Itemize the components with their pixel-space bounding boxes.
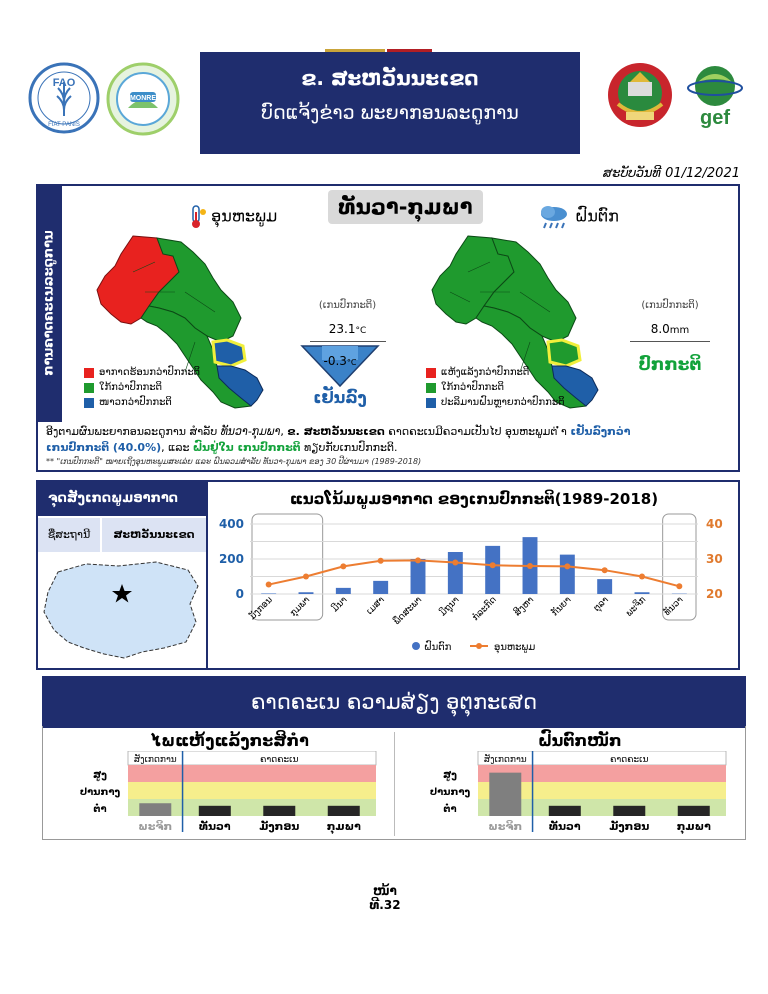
legend-swatch: [84, 383, 94, 393]
rain-bar: [373, 581, 388, 594]
rain-bar: [560, 555, 575, 594]
station-heading: ຈຸດສັງເກດພູມອາກາດ: [38, 482, 206, 516]
legend-item: [426, 381, 565, 396]
climate-normal-chart: [210, 484, 738, 668]
y-left-tick: 200: [218, 552, 244, 566]
risk-level-bar: [489, 773, 521, 816]
risk-level-label: ຕ່ຳ: [443, 804, 457, 815]
temperature-line: [269, 560, 680, 586]
temperature-point: [639, 574, 645, 580]
legend-swatch: [84, 398, 94, 408]
legend-swatch: [84, 368, 94, 378]
station-location-map: [38, 556, 206, 668]
x-tick-label: ພຶດສະພາ: [392, 595, 425, 628]
risk-title: ຄາດຄະເນ ຄວາມສ່ຽງ ອຸຕຸກະເສດ: [42, 676, 746, 728]
temperature-point: [564, 563, 570, 569]
temperature-legend: [84, 366, 200, 411]
y-right-tick: 20: [706, 587, 723, 601]
forecast-label: ຄາດຄະເນ: [260, 755, 299, 765]
x-tick-label: ມິຖຸນາ: [438, 595, 462, 619]
risk-level-band: [128, 765, 376, 782]
forecast-period: ທັນວາ-ກຸມພາ: [328, 190, 483, 224]
x-tick-label: ກັນຍາ: [550, 595, 574, 619]
legend-label: ໃກ້ກວ່າປົກກະຕິ: [441, 382, 504, 393]
temperature-point: [527, 563, 533, 569]
rain-bar: [635, 592, 650, 594]
issue-date: ສະບັບວັນທີ 01/12/2021: [603, 166, 740, 181]
risk-level-bar: [199, 806, 231, 816]
risk-month-label: ກຸມພາ: [326, 820, 361, 833]
risk-level-label: ປານກາງ: [429, 787, 471, 798]
forecast-label: ຄາດຄະເນ: [610, 755, 649, 765]
risk-level-bar: [139, 803, 171, 816]
legend-swatch: [426, 368, 436, 378]
heavy-rain-risk-title: ຝົນຕົກໜັກ: [538, 731, 622, 750]
x-tick-label: ຕຸລາ: [592, 595, 611, 614]
risk-level-band: [128, 782, 376, 799]
x-tick-label: ມັງກອນ: [247, 595, 275, 623]
y-left-tick: 400: [218, 517, 244, 531]
risk-level-bar: [263, 806, 295, 816]
legend-bar-label: ຝົນຕົກ: [424, 642, 452, 653]
drought-risk-title: ໄພແຫ້ງແລ້ງກະສິກຳ: [151, 731, 309, 750]
legend-label: ປະລິມານຝົນຫຼາຍກວ່າປົກກະຕິ: [441, 397, 565, 408]
x-tick-label: ກໍລະກົດ: [470, 595, 499, 624]
temperature-heading: [188, 204, 277, 230]
temperature-point: [415, 557, 421, 563]
temperature-point: [340, 563, 346, 569]
rain-cloud-icon: [538, 204, 570, 230]
temperature-point: [378, 558, 384, 564]
risk-level-label: ສູງ: [443, 770, 457, 781]
observed-label: ສັງເກດການ: [483, 755, 527, 765]
rainfall-heading: [538, 204, 619, 230]
bulletin-title: ບົດແຈ້ງຂ່າວ ພະຍາກອນລະດູການ: [261, 102, 519, 124]
svg-text:FAO: FAO: [52, 77, 76, 89]
station-divider: [206, 482, 208, 670]
monre-logo: [106, 62, 180, 136]
x-tick-label: ພະຈິກ: [624, 595, 649, 619]
x-tick-label: ທັນວາ: [662, 595, 686, 618]
lao-emblem-logo: [600, 60, 680, 130]
risk-level-label: ປານກາງ: [79, 787, 121, 798]
temperature-point: [303, 574, 309, 580]
svg-text:-0.3°C: -0.3°C: [323, 354, 357, 368]
risk-month-label: ມັງກອນ: [609, 820, 650, 833]
y-left-tick: 0: [235, 587, 244, 601]
risk-level-bar: [678, 806, 710, 816]
station-name-label: ຊື່ສະຖານີ: [38, 518, 100, 552]
x-tick-label: ມີນາ: [330, 595, 350, 615]
temperature-point: [266, 582, 272, 588]
forecast-footnote: ** "ເກນປົກກະຕິ" ໝາຍເຖິງອຸນຫະພູມສະເລ່ຍ ແລະ ຝົນລວມສຳລັບ ທັນວາ-ກຸມພາ ຂອງ 30 ປີຜ່ານມາ (1989-2018): [46, 457, 422, 466]
legend-item: [426, 396, 565, 411]
legend-swatch: [426, 398, 436, 408]
risk-month-label: ກຸມພາ: [676, 820, 711, 833]
temperature-normal-label: (ເກນປົກກະຕິ): [318, 300, 377, 311]
legend-line-dot: [476, 643, 482, 649]
forecast-side-bar: [36, 184, 62, 422]
legend-label: ໜາວກວ່າປົກກະຕິ: [99, 397, 172, 408]
station-name: ສະຫວັນນະເຂດ: [102, 518, 206, 552]
risk-month-label: ພະຈິກ: [138, 820, 173, 833]
legend-item: [84, 366, 200, 381]
legend-item: [84, 396, 200, 411]
forecast-summary-line1: ອີງຕາມຜົນພະຍາກອນລະດູການ ສຳລັບ ທັນວາ-ກຸມພາ, ຂ. ສະຫວັນນະເຂດ ຄາດຄະເນມີຄວາມເປັນໄປ ອຸນຫະພູມຕ່ ່ຳ ເຢັນລົງກວ່າ: [46, 425, 631, 438]
province-title: ຂ. ສະຫວັນນະເຂດ: [301, 66, 479, 90]
legend-label: ໃກ້ກວ່າປົກກະຕິ: [99, 382, 162, 393]
y-right-tick: 30: [706, 552, 723, 566]
legend-line-label: ອຸນຫະພູມ: [494, 642, 536, 653]
forecast-side-label: ການຄາດຄະເນລະດູການ: [41, 230, 57, 376]
fao-logo: [28, 62, 100, 134]
temperature-point: [602, 567, 608, 573]
heavy-rain-risk-chart: [400, 751, 730, 837]
chart-title: ແນວໂນ້ມພູມອາກາດ ຂອງເກນປົກກະຕິ(1989-2018): [289, 490, 659, 508]
rainfall-normal-label: (ເກນປົກກະຕິ): [641, 300, 699, 311]
svg-text:MONRE: MONRE: [129, 95, 157, 102]
legend-label: ອາກາດຮ້ອນກວ່າປົກກະຕິ: [99, 367, 201, 378]
risk-level-bar: [328, 806, 360, 816]
rainfall-status: ປົກກະຕິ: [638, 355, 702, 375]
drought-risk-chart: [50, 751, 380, 837]
temperature-normal-value: 23.1°C: [328, 322, 367, 336]
svg-text:gef: gef: [700, 107, 730, 128]
risk-divider: [394, 732, 395, 836]
legend-item: [426, 366, 565, 381]
risk-month-label: ພະຈິກ: [488, 820, 523, 833]
rain-bar: [261, 593, 276, 594]
x-tick-label: ກຸມພາ: [288, 595, 313, 619]
rain-bar: [485, 546, 500, 594]
risk-level-bar: [549, 806, 581, 816]
legend-bar-marker: [412, 642, 420, 650]
rainfall-legend: [426, 366, 565, 411]
temperature-heading-label: ອຸນຫະພູມ: [211, 206, 278, 226]
temperature-point: [676, 583, 682, 589]
risk-level-label: ຕ່ຳ: [93, 804, 107, 815]
forecast-summary-line2: ເກນປົກກະຕິ (40.0%), ແລະ ຝົນຢູ່ໃນ ເກນປົກກະຕິ ທຽບກັບເກນປົກກະຕິ.: [46, 441, 398, 454]
gef-logo: [686, 62, 744, 128]
risk-level-label: ສູງ: [93, 770, 107, 781]
rain-bar: [448, 552, 463, 594]
legend-item: [84, 381, 200, 396]
x-tick-label: ສິງຫາ: [512, 595, 537, 619]
rainfall-normal-value: 8.0mm: [650, 322, 690, 336]
thermometer-icon: [188, 204, 206, 230]
temperature-status: ເຢັນລົງ: [313, 388, 367, 407]
temperature-point: [490, 562, 496, 568]
legend-swatch: [426, 383, 436, 393]
y-right-tick: 40: [706, 517, 723, 531]
risk-level-bar: [613, 806, 645, 816]
risk-month-label: ທັນວາ: [199, 820, 231, 833]
normal-divider: [630, 341, 710, 342]
observed-label: ສັງເກດການ: [133, 755, 177, 765]
rain-bar: [597, 579, 612, 594]
legend-label: ແຫ້ງແລ້ງກວ່າປົກກະຕິ: [441, 367, 530, 378]
x-tick-label: ເມສາ: [364, 595, 387, 617]
rain-bar: [299, 592, 314, 594]
rain-bar: [411, 559, 426, 594]
rainfall-heading-label: ຝົນຕົກ: [575, 206, 619, 226]
page-number: ໜ້າທີ.32: [369, 884, 401, 912]
header-banner: [200, 52, 580, 154]
temperature-point: [452, 560, 458, 566]
risk-month-label: ທັນວາ: [549, 820, 581, 833]
rain-bar: [336, 588, 351, 594]
svg-text:FIAT PANIS: FIAT PANIS: [48, 122, 80, 128]
risk-month-label: ມັງກອນ: [259, 820, 300, 833]
